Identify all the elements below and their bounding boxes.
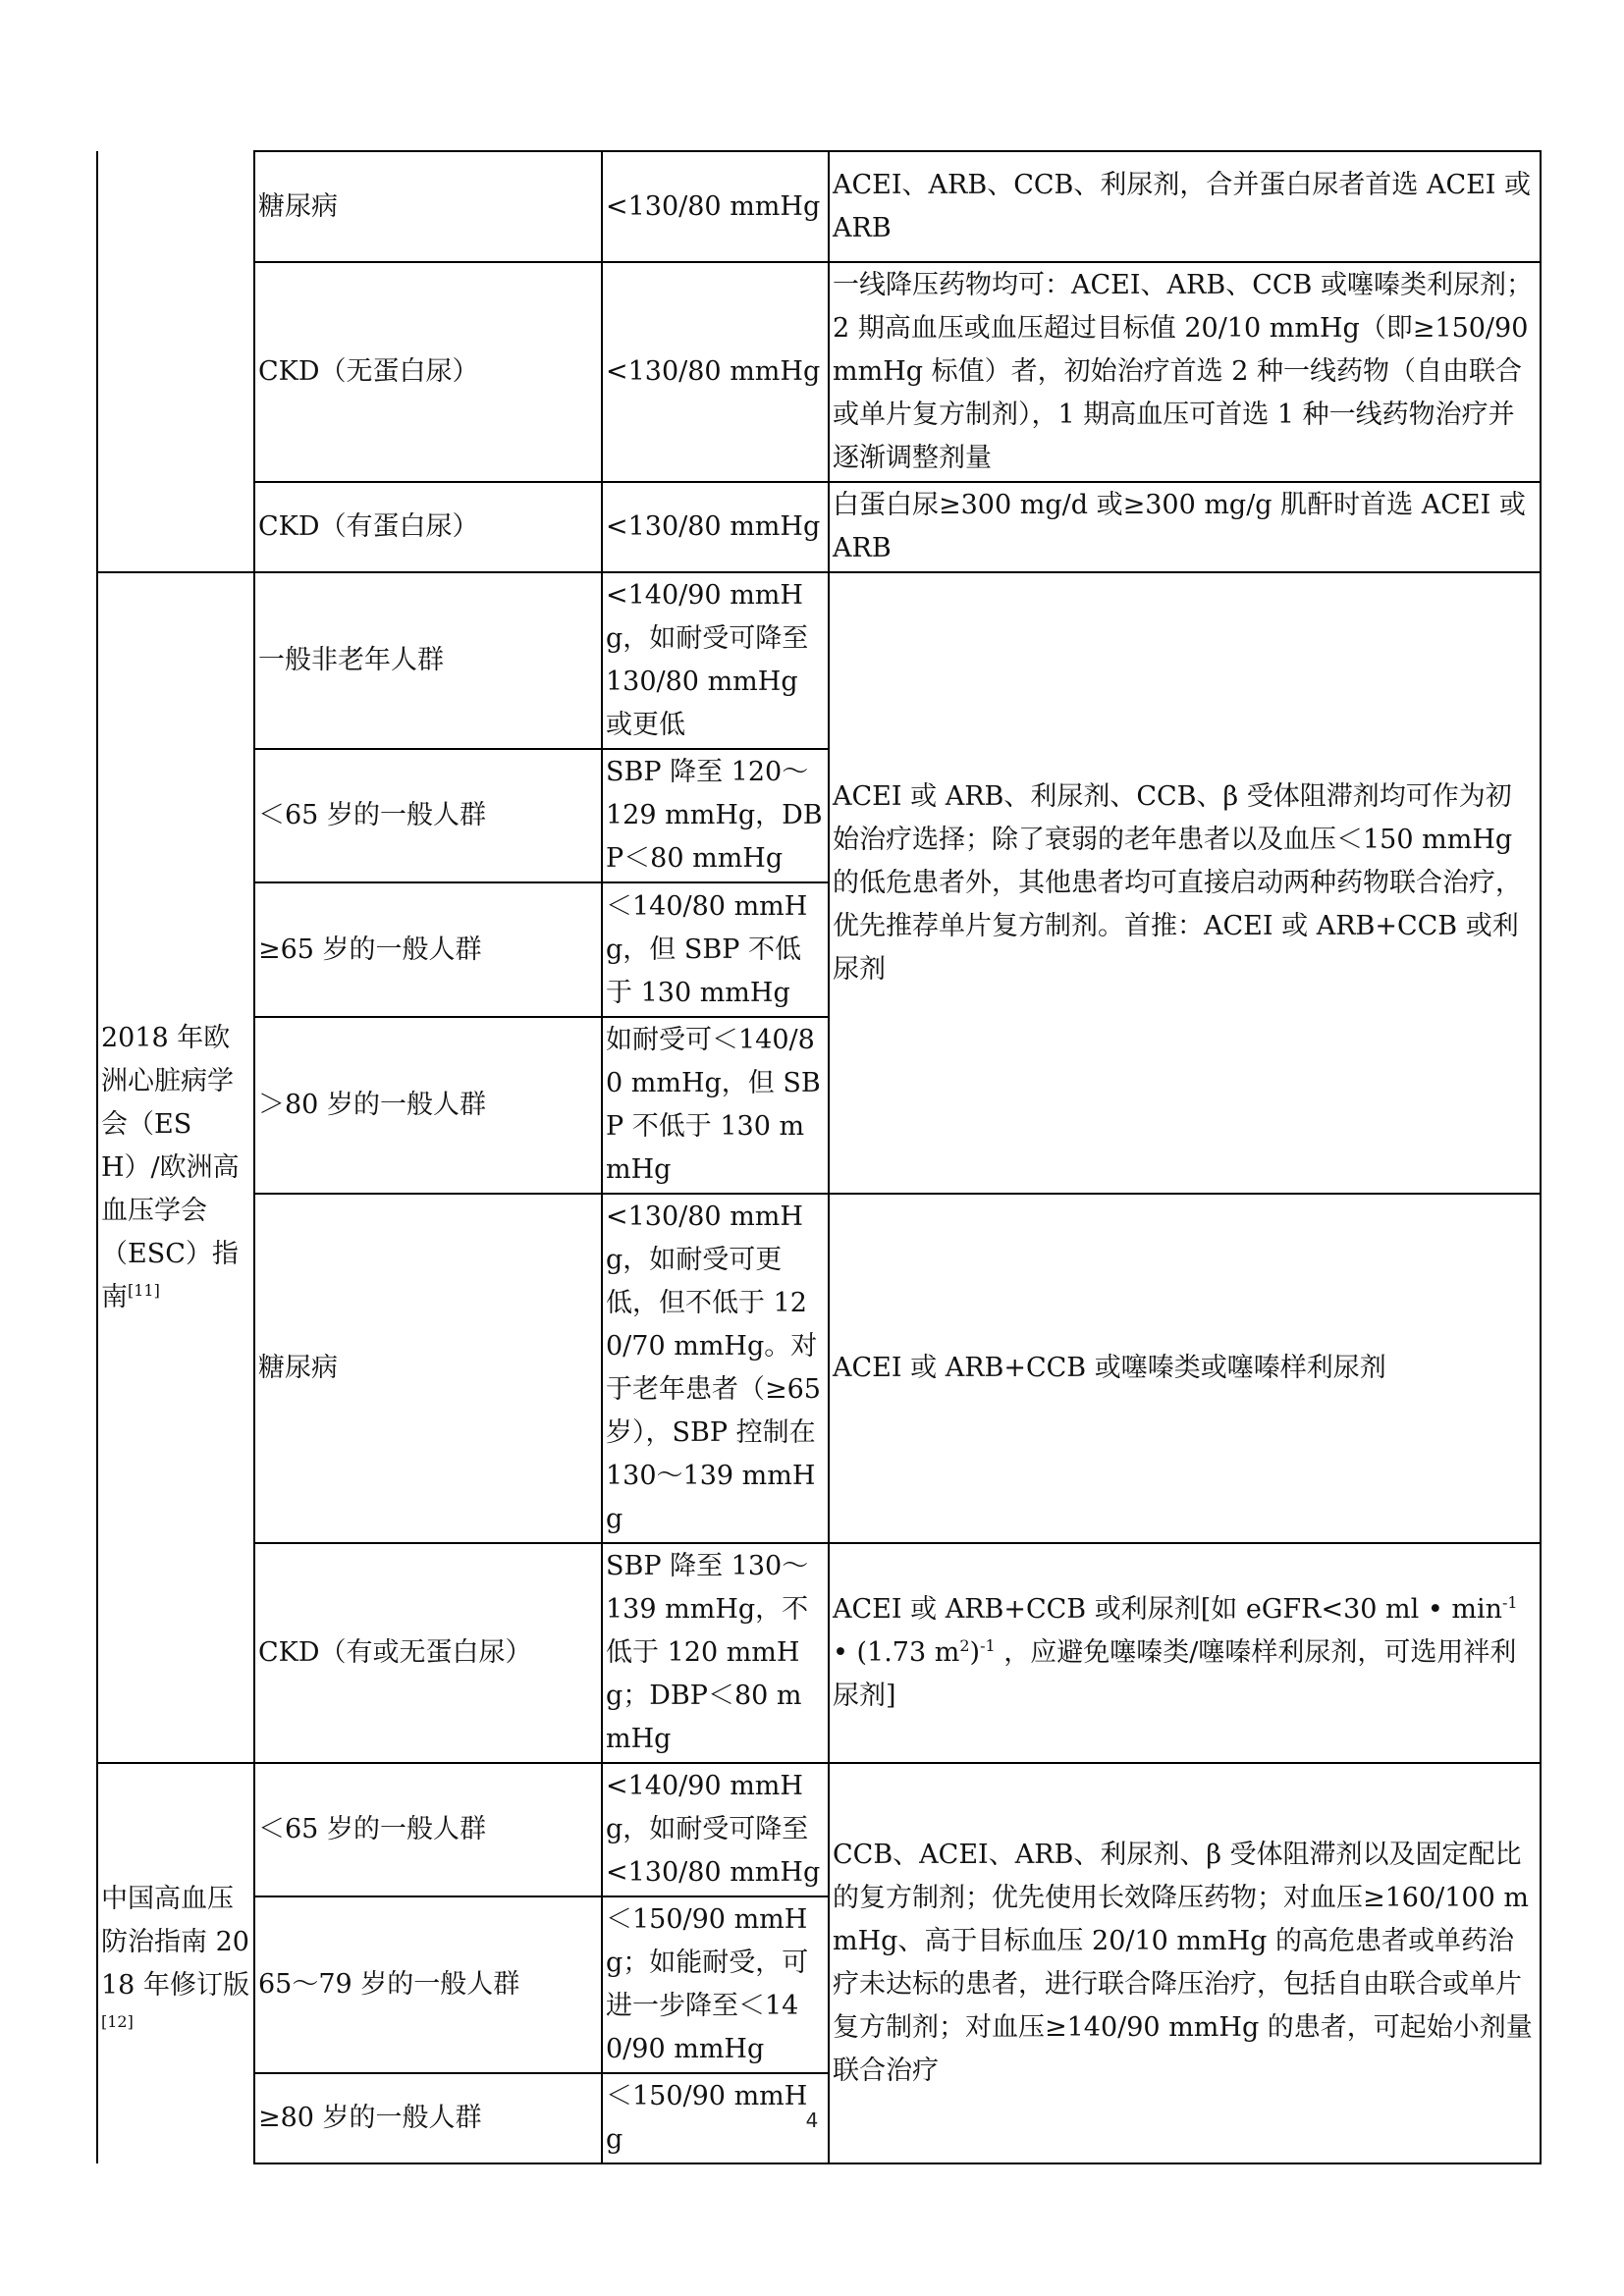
population-cell: CKD（有或无蛋白尿） xyxy=(254,1543,602,1763)
target-cell: ＜150/90 mmHg；如能耐受，可进一步降至＜140/90 mmHg xyxy=(602,1896,829,2073)
drugs-cell: 白蛋白尿≥300 mg/d 或≥300 mg/g 肌酐时首选 ACEI 或 ARB xyxy=(829,482,1541,572)
table-row xyxy=(97,1763,1541,1896)
drugs-text: • (1.73 m xyxy=(833,1637,960,1668)
table-row xyxy=(97,482,1541,572)
table-row xyxy=(97,1194,1541,1543)
table-row xyxy=(97,1543,1541,1763)
target-cell: <130/80 mmHg xyxy=(602,151,829,262)
org-cell-continued xyxy=(97,151,254,572)
reference-mark: [12] xyxy=(101,2011,134,2031)
superscript: 2 xyxy=(959,1636,970,1655)
target-cell: <130/80 mmHg xyxy=(602,262,829,482)
org-cell-esh-esc xyxy=(97,572,254,1763)
shared-drugs-cell: CCB、ACEI、ARB、利尿剂、β 受体阻滞剂以及固定配比的复方制剂；优先使用长效降压药物；对血压≥160/100 mmHg、高于目标血压 20/10 mmHg 的高危患者或单药治疗未达标的患者，进行联合降压治疗，包括自由联合或单片复方制剂；对血压≥140/90 mmHg 的患者，可起始小剂量联合治疗 xyxy=(829,1763,1541,2163)
page-number: 4 xyxy=(805,2109,819,2132)
drugs-cell: 一线降压药物均可：ACEI、ARB、CCB 或噻嗪类利尿剂；2 期高血压或血压超过目标值 20/10 mmHg（即≥150/90 mmHg 标值）者，初始治疗首选 2 种一线药物（自由联合或单片复方制剂），1 期高血压可首选 1 种一线药物治疗并逐渐调整剂量 xyxy=(829,262,1541,482)
population-cell: 65～79 岁的一般人群 xyxy=(254,1896,602,2073)
drugs-text: ) xyxy=(969,1637,981,1668)
population-cell: ＜65 岁的一般人群 xyxy=(254,1763,602,1896)
population-cell: ＜65 岁的一般人群 xyxy=(254,749,602,882)
drugs-cell: ACEI 或 ARB+CCB 或噻嗪类或噻嗪样利尿剂 xyxy=(829,1194,1541,1543)
org-name: 2018 年欧洲心脏病学会（ESH）/欧洲高血压学会（ESC）指南 xyxy=(101,1022,240,1312)
target-cell: SBP 降至 130～139 mmHg，不低于 120 mmHg；DBP＜80 mmHg xyxy=(602,1543,829,1763)
target-cell: SBP 降至 120～129 mmHg，DBP＜80 mmHg xyxy=(602,749,829,882)
drugs-cell: ACEI、ARB、CCB、利尿剂，合并蛋白尿者首选 ACEI 或 ARB xyxy=(829,151,1541,262)
target-cell: <130/80 mmHg，如耐受可更低，但不低于 120/70 mmHg。对于老年患者（≥65 岁），SBP 控制在 130～139 mmHg xyxy=(602,1194,829,1543)
drugs-text: ACEI 或 ARB+CCB 或利尿剂[如 eGFR<30 ml • min xyxy=(833,1594,1502,1625)
reference-mark: [11] xyxy=(128,1280,160,1300)
target-cell: ＜150/90 mmHg xyxy=(602,2073,829,2163)
shared-drugs-cell: ACEI 或 ARB、利尿剂、CCB、β 受体阻滞剂均可作为初始治疗选择；除了衰弱的老年患者以及血压＜150 mmHg 的低危患者外，其他患者均可直接启动两种药物联合治疗，优先推荐单片复方制剂。首推：ACEI 或 ARB+CCB 或利尿剂 xyxy=(829,572,1541,1194)
population-cell: ≥65 岁的一般人群 xyxy=(254,882,602,1017)
table-row xyxy=(97,572,1541,749)
superscript: -1 xyxy=(1501,1593,1518,1612)
org-cell-china xyxy=(97,1763,254,2163)
table-row xyxy=(97,151,1541,262)
drugs-cell xyxy=(829,1543,1541,1763)
table-row xyxy=(97,262,1541,482)
drugs-text: ，应避免噻嗪类/噻嗪样利尿剂，可选用袢利尿剂] xyxy=(833,1637,1517,1711)
population-cell: CKD（无蛋白尿） xyxy=(254,262,602,482)
org-name: 中国高血压防治指南 2018 年修订版 xyxy=(101,1883,249,2001)
superscript: -1 xyxy=(980,1636,996,1655)
population-cell: 糖尿病 xyxy=(254,1194,602,1543)
population-cell: ≥80 岁的一般人群 xyxy=(254,2073,602,2163)
target-cell: <140/90 mmHg，如耐受可降至<130/80 mmHg xyxy=(602,1763,829,1896)
target-cell: <140/90 mmHg，如耐受可降至 130/80 mmHg 或更低 xyxy=(602,572,829,749)
population-cell: 糖尿病 xyxy=(254,151,602,262)
guideline-table xyxy=(96,150,1542,2164)
target-cell: <130/80 mmHg xyxy=(602,482,829,572)
population-cell: 一般非老年人群 xyxy=(254,572,602,749)
target-cell: 如耐受可＜140/80 mmHg，但 SBP 不低于 130 mmHg xyxy=(602,1017,829,1194)
population-cell: CKD（有蛋白尿） xyxy=(254,482,602,572)
population-cell: ＞80 岁的一般人群 xyxy=(254,1017,602,1194)
target-cell: ＜140/80 mmHg，但 SBP 不低于 130 mmHg xyxy=(602,882,829,1017)
